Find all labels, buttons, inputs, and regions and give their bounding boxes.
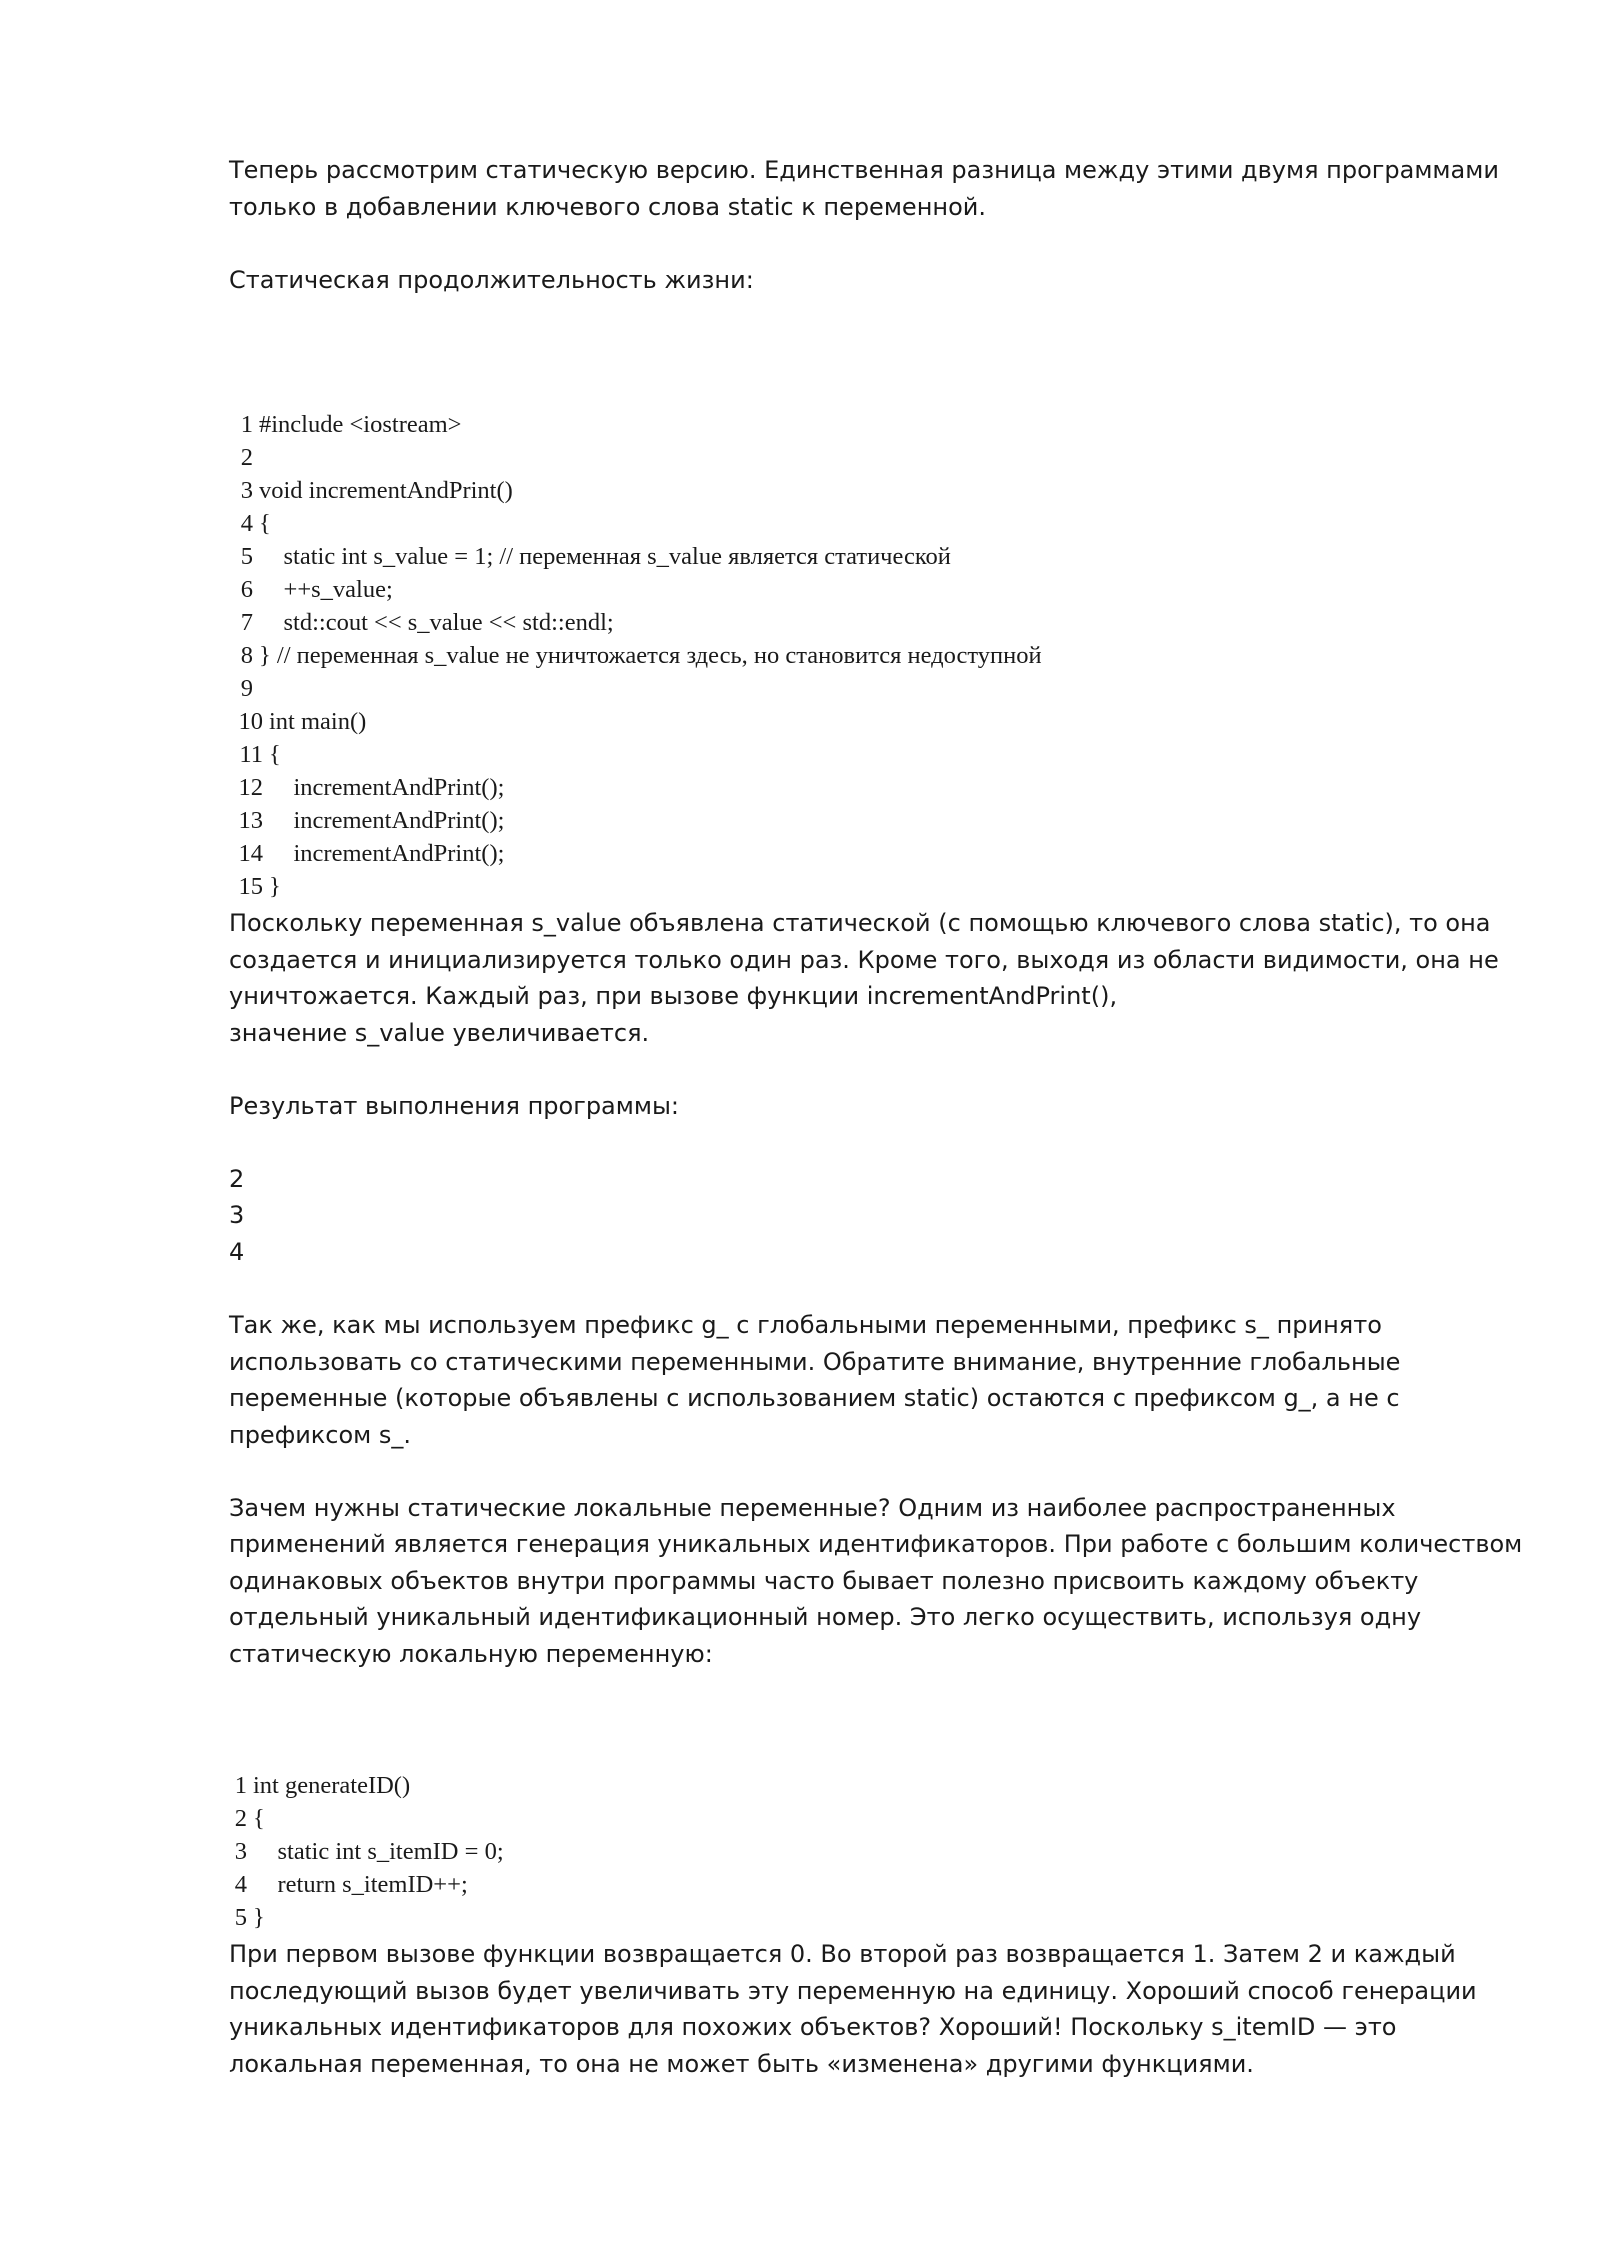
code-text [253, 441, 259, 474]
code-line [229, 507, 1529, 540]
code-line [229, 804, 1529, 837]
code-text: return s_itemID++; [253, 1871, 468, 1898]
spacer [229, 1453, 1529, 1490]
spacer [229, 1124, 1529, 1161]
code-line [229, 738, 1529, 771]
code-line [229, 1802, 1529, 1835]
line-number: 6 [240, 576, 253, 603]
code-line [229, 639, 1529, 672]
code-line [229, 573, 1529, 606]
code-text: void incrementAndPrint() [259, 477, 513, 504]
code-listing-static [229, 408, 1529, 903]
line-number: 4 [234, 1871, 247, 1898]
code-text: { [253, 1805, 265, 1832]
code-text: incrementAndPrint(); [269, 840, 505, 867]
result-heading: Результат выполнения программы: [229, 1091, 680, 1120]
line-number: 5 [234, 1904, 247, 1931]
code-text: } // переменная s_value не уничтожается здесь, но становится недоступной [259, 642, 1042, 669]
spacer [229, 1051, 1529, 1088]
output-line: 4 [229, 1237, 245, 1266]
explanation-paragraph: Поскольку переменная s_value объявлена статической (с помощью ключевого слова static), то она создается и инициализируется только один раз. Кроме того, выходя из области видимости, она не уничтожается. Каждый раз, при вызове функции incrementAndPrint(), [229, 909, 1499, 1010]
code-text: #include <iostream> [259, 411, 462, 438]
line-number: 1 [234, 1772, 247, 1799]
line-number: 14 [238, 840, 263, 867]
line-number: 12 [238, 774, 263, 801]
code-listing-generate-id [229, 1769, 1529, 1934]
code-line [229, 540, 1529, 573]
code-text: { [259, 510, 271, 537]
code-line [229, 870, 1529, 903]
program-output [229, 1161, 1529, 1271]
code-text: static int s_value = 1; // переменная s_value является статической [259, 543, 951, 570]
document-body [229, 152, 1529, 2082]
line-number: 11 [239, 741, 263, 768]
spacer [229, 1672, 1529, 1769]
code-line [229, 474, 1529, 507]
code-line [229, 837, 1529, 870]
line-number: 1 [240, 411, 253, 438]
code-line [229, 672, 1529, 705]
conclusion-paragraph: При первом вызове функции возвращается 0. Во второй раз возвращается 1. Затем 2 и каждый последующий вызов будет увеличивать эту переменную на единицу. Хороший способ генерации уникальных идентификаторов для похожих объектов? Хороший! Поскольку s_itemID — это локальная переменная, то она не может быть «изменена» другими функциями. [229, 1940, 1477, 2078]
code-line [229, 408, 1529, 441]
code-line [229, 441, 1529, 474]
line-number: 8 [240, 642, 253, 669]
line-number: 7 [240, 609, 253, 636]
code-text: incrementAndPrint(); [269, 807, 505, 834]
code-line [229, 705, 1529, 738]
code-line [229, 606, 1529, 639]
spacer [229, 1270, 1529, 1307]
line-number: 13 [238, 807, 263, 834]
spacer [229, 298, 1529, 408]
code-line [229, 1835, 1529, 1868]
code-line [229, 771, 1529, 804]
code-text: ++s_value; [259, 576, 393, 603]
explanation-tail: значение s_value увеличивается. [229, 1018, 650, 1047]
intro-paragraph: Теперь рассмотрим статическую версию. Единственная разница между этими двумя программами только в добавлении ключевого слова static к переменной. [229, 156, 1499, 221]
code-text: { [269, 741, 281, 768]
code-text: } [269, 873, 281, 900]
line-number: 3 [234, 1838, 247, 1865]
prefix-note-paragraph: Так же, как мы используем префикс g_ с глобальными переменными, префикс s_ принято использовать со статическими переменными. Обратите внимание, внутренние глобальные переменные (которые объявлены с использованием static) остаются с префиксом g_, а не с префиксом s_. [229, 1311, 1401, 1449]
why-static-paragraph: Зачем нужны статические локальные переменные? Одним из наиболее распространенных применений является генерация уникальных идентификаторов. При работе с большим количеством одинаковых объектов внутри программы часто бывает полезно присвоить каждому объекту отдельный уникальный идентификационный номер. Это легко осуществить, используя одну статическую локальную переменную: [229, 1493, 1523, 1668]
code-line [229, 1868, 1529, 1901]
line-number: 4 [240, 510, 253, 537]
line-number: 9 [240, 675, 253, 702]
output-line: 3 [229, 1201, 245, 1229]
code-line [229, 1769, 1529, 1802]
code-text: std::cout << s_value << std::endl; [259, 609, 614, 636]
code-text: } [253, 1904, 265, 1931]
line-number: 2 [240, 444, 253, 471]
code-line [229, 1901, 1529, 1934]
code-text: int generateID() [253, 1772, 411, 1799]
code-text [253, 672, 259, 705]
code-text: incrementAndPrint(); [269, 774, 505, 801]
line-number: 3 [240, 477, 253, 504]
line-number: 2 [234, 1805, 247, 1832]
output-line: 2 [229, 1164, 245, 1193]
lifetime-heading: Статическая продолжительность жизни: [229, 265, 754, 294]
line-number: 5 [240, 543, 253, 570]
spacer [229, 225, 1529, 262]
line-number: 15 [238, 873, 263, 900]
code-text: int main() [269, 708, 367, 735]
code-text: static int s_itemID = 0; [253, 1838, 504, 1865]
line-number: 10 [238, 708, 263, 735]
